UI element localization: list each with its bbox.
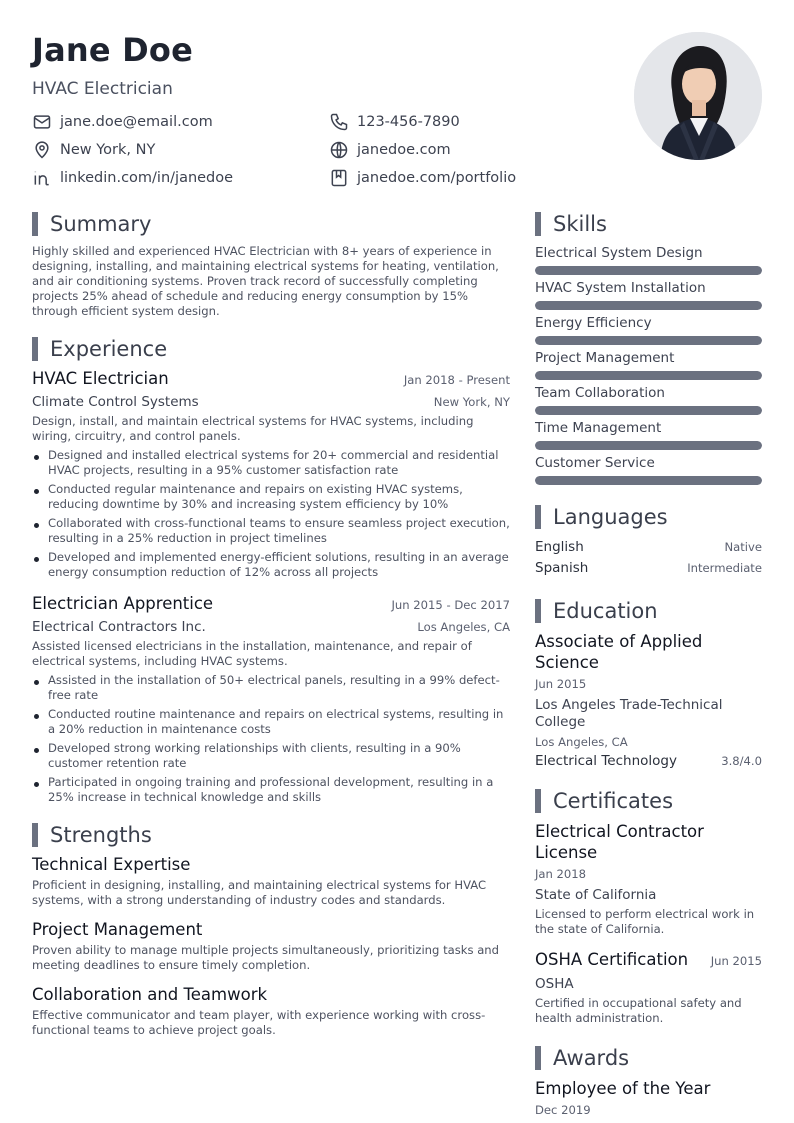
- job-bullet: Developed strong working relationships with clients, resulting in a 90% customer retention rate: [32, 741, 510, 771]
- awards-heading-text: Awards: [553, 1046, 630, 1070]
- avatar-photo: [634, 32, 762, 160]
- contact-portfolio-text: janedoe.com/portfolio: [357, 170, 517, 186]
- job-entry: [32, 594, 510, 805]
- certificate-title: Electrical Contractor License: [535, 822, 704, 862]
- skill-item: [535, 244, 762, 275]
- skill-item: [535, 349, 762, 380]
- contact-portfolio[interactable]: [329, 168, 516, 188]
- skills-heading: [535, 212, 762, 236]
- contact-website[interactable]: [329, 140, 451, 160]
- experience-heading-text: Experience: [50, 337, 168, 361]
- summary-heading: [32, 212, 510, 236]
- skill-item: [535, 314, 762, 345]
- certificate-title: OSHA Certification: [535, 950, 689, 969]
- certificate-item: [535, 821, 762, 937]
- strength-title: Project Management: [32, 920, 203, 939]
- skill-bar: [535, 371, 762, 380]
- job-location: New York, NY: [433, 395, 510, 409]
- strengths-heading-text: Strengths: [50, 823, 152, 847]
- education-institution: Los Angeles Trade-Technical College: [535, 697, 723, 730]
- job-bullet: Collaborated with cross-functional teams to ensure seamless project execution, resulting in a 25% reduction in project timelines: [32, 516, 510, 546]
- skill-bar: [535, 441, 762, 450]
- skill-bar: [535, 266, 762, 275]
- contact-location: [32, 140, 155, 160]
- education-date: Jun 2015: [535, 677, 587, 691]
- languages-heading: [535, 505, 762, 529]
- certificate-description: Certified in occupational safety and health administration.: [535, 996, 742, 1025]
- contact-email[interactable]: [32, 112, 213, 132]
- section-accent-bar: [535, 505, 541, 529]
- phone-icon: [329, 112, 349, 132]
- job-date: Jan 2018 - Present: [403, 373, 510, 387]
- contact-phone-text: 123-456-7890: [357, 114, 460, 130]
- job-bullets: [32, 673, 510, 805]
- certificate-description: Licensed to perform electrical work in the state of California.: [535, 907, 755, 936]
- skill-name: Team Collaboration: [535, 385, 665, 401]
- job-description: Design, install, and maintain electrical systems for HVAC systems, including wiring, circuitry, and control panels.: [32, 414, 474, 443]
- section-accent-bar: [32, 337, 38, 361]
- skills-list: [535, 244, 762, 485]
- strength-text: Effective communicator and team player, with experience working with cross-functional teams to achieve project goals.: [32, 1008, 486, 1037]
- skill-bar: [535, 406, 762, 415]
- certificate-issuer: State of California: [535, 887, 657, 903]
- location-pin-icon: [32, 140, 52, 160]
- skill-item: [535, 454, 762, 485]
- section-accent-bar: [32, 823, 38, 847]
- award-item: [535, 1078, 762, 1117]
- job-location: Los Angeles, CA: [417, 620, 510, 634]
- strength-text: Proficient in designing, installing, and maintaining electrical systems for HVAC systems, with a strong understanding of industry codes and standards.: [32, 878, 487, 907]
- job-title: Electrician Apprentice: [32, 594, 214, 613]
- job-company: Climate Control Systems: [32, 394, 199, 410]
- job-bullet: Conducted routine maintenance and repairs on electrical systems, resulting in a 20% reduction in maintenance costs: [32, 707, 510, 737]
- skill-name: HVAC System Installation: [535, 280, 706, 296]
- summary-heading-text: Summary: [50, 212, 152, 236]
- candidate-name: Jane Doe: [32, 31, 193, 69]
- education-gpa: 3.8/4.0: [721, 754, 762, 768]
- job-description: Assisted licensed electricians in the installation, maintenance, and repair of electrical systems, including HVAC systems.: [32, 639, 472, 668]
- left-column: [32, 212, 510, 1038]
- languages-heading-text: Languages: [553, 505, 668, 529]
- bookmark-icon: [329, 168, 349, 188]
- experience-heading: [32, 337, 510, 361]
- skill-item: [535, 384, 762, 415]
- job-date: Jun 2015 - Dec 2017: [391, 598, 510, 612]
- mail-icon: [32, 112, 52, 132]
- skill-item: [535, 279, 762, 310]
- language-level: Native: [724, 540, 762, 554]
- award-date: Dec 2019: [535, 1103, 591, 1117]
- skill-item: [535, 419, 762, 450]
- award-title: Employee of the Year: [535, 1079, 711, 1098]
- candidate-role: HVAC Electrician: [32, 79, 173, 99]
- skill-bar-fill: [535, 406, 762, 415]
- avatar: [634, 32, 762, 160]
- contact-phone[interactable]: [329, 112, 460, 132]
- job-bullet: Designed and installed electrical systems for 20+ commercial and residential HVAC projects, resulting in a 95% customer satisfaction rate: [32, 448, 510, 478]
- education-location: Los Angeles, CA: [535, 735, 628, 749]
- skill-name: Customer Service: [535, 455, 655, 471]
- education-entry: [535, 631, 762, 769]
- skill-bar-fill: [535, 371, 762, 380]
- certificate-issuer: OSHA: [535, 976, 574, 992]
- strength-item: [32, 985, 510, 1038]
- section-accent-bar: [535, 212, 541, 236]
- skill-bar: [535, 336, 762, 345]
- resume-header: [32, 30, 632, 186]
- skill-name: Energy Efficiency: [535, 315, 652, 331]
- skill-bar-fill: [535, 476, 762, 485]
- globe-icon: [329, 140, 349, 160]
- certificate-date: Jan 2018: [535, 867, 587, 881]
- education-heading: [535, 599, 762, 623]
- skill-name: Electrical System Design: [535, 245, 703, 261]
- linkedin-icon: [32, 168, 52, 188]
- contact-linkedin[interactable]: [32, 168, 233, 188]
- job-title: HVAC Electrician: [32, 369, 169, 388]
- awards-heading: [535, 1046, 762, 1070]
- certificate-item: [535, 949, 762, 1026]
- skills-heading-text: Skills: [553, 212, 607, 236]
- skill-bar-fill: [535, 301, 762, 310]
- section-accent-bar: [535, 1046, 541, 1070]
- strength-item: [32, 855, 510, 908]
- certificate-date: Jun 2015: [710, 954, 762, 968]
- contact-website-text: janedoe.com: [357, 142, 451, 158]
- education-heading-text: Education: [553, 599, 658, 623]
- contact-email-text: jane.doe@email.com: [60, 114, 213, 130]
- job-company: Electrical Contractors Inc.: [32, 619, 206, 635]
- section-accent-bar: [32, 212, 38, 236]
- right-column: [535, 212, 762, 1117]
- certificates-heading: [535, 789, 762, 813]
- skill-bar: [535, 476, 762, 485]
- contact-linkedin-text: linkedin.com/in/janedoe: [60, 170, 234, 186]
- language-name: Spanish: [535, 560, 589, 576]
- section-accent-bar: [535, 599, 541, 623]
- skill-name: Project Management: [535, 350, 675, 366]
- job-bullets: [32, 448, 510, 580]
- education-field: Electrical Technology: [535, 753, 677, 769]
- language-item: [535, 558, 762, 579]
- skill-bar-fill: [535, 266, 762, 275]
- job-bullet: Assisted in the installation of 50+ electrical panels, resulting in a 99% defect-free rate: [32, 673, 510, 703]
- skill-bar-fill: [535, 441, 762, 450]
- job-bullet: Conducted regular maintenance and repairs on existing HVAC systems, reducing downtime by 30% and increasing system efficiency by 10%: [32, 482, 510, 512]
- job-entry: [32, 369, 510, 580]
- strength-text: Proven ability to manage multiple projects simultaneously, prioritizing tasks and meeting deadlines to ensure timely completion.: [32, 943, 500, 972]
- skill-name: Time Management: [535, 420, 662, 436]
- education-degree: Associate of Applied Science: [535, 632, 703, 672]
- strength-title: Technical Expertise: [32, 855, 191, 874]
- section-accent-bar: [535, 789, 541, 813]
- skill-bar-fill: [535, 336, 762, 345]
- contact-location-text: New York, NY: [60, 142, 156, 158]
- job-bullet: Developed and implemented energy-efficient solutions, resulting in an average energy consumption reduction of 12% across all projects: [32, 550, 510, 580]
- skill-bar: [535, 301, 762, 310]
- language-level: Intermediate: [687, 561, 762, 575]
- certificates-heading-text: Certificates: [553, 789, 674, 813]
- language-item: [535, 537, 762, 558]
- summary-text: Highly skilled and experienced HVAC Electrician with 8+ years of experience in designing, installing, and maintaining electrical systems for heating, ventilation, and air conditioning systems. Proven track record of successfully completing projects 25% ahead of schedule and reducing energy consumption by 15% through efficient system design.: [32, 244, 499, 318]
- strength-item: [32, 920, 510, 973]
- strength-title: Collaboration and Teamwork: [32, 985, 268, 1004]
- strengths-heading: [32, 823, 510, 847]
- job-bullet: Participated in ongoing training and professional development, resulting in a 25% increase in technical knowledge and skills: [32, 775, 510, 805]
- language-name: English: [535, 539, 584, 555]
